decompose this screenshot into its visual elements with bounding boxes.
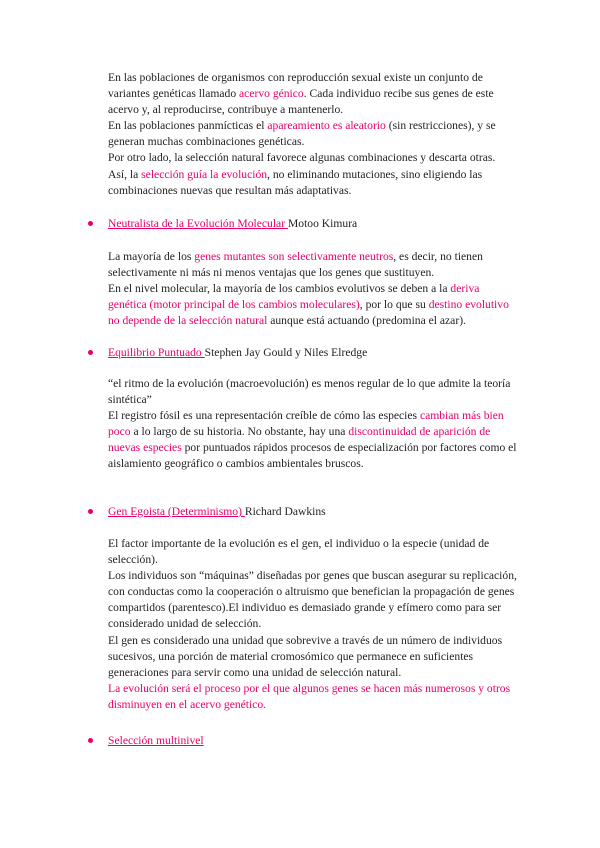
intro-section xyxy=(108,70,518,199)
gen-paragraph-2: Los individuos son “máquinas” diseñadas por genes que buscan asegurar su replicación, con conductas como la cooperación o altruismo que benefician la propagación de genes compartidos (parentesco).El individuo es demasiado grande y efímero como para ser considerado unidad de selección. xyxy=(108,569,517,631)
neutralista-paragraph-2 xyxy=(108,281,518,329)
neutralista-paragraph-1 xyxy=(108,249,518,281)
intro-text: En las poblaciones panmícticas el xyxy=(108,119,268,133)
intro-text: En las poblaciones de organismos con reproducción sexual existe un conjunto de variantes genéticas llamado xyxy=(108,71,483,101)
section-author: Stephen Jay Gould y Niles Elredge xyxy=(204,346,368,359)
section-title-link[interactable]: Equilibrio Puntuado xyxy=(108,346,205,359)
body-text: , por lo que su xyxy=(359,298,429,312)
body-text: por puntuados rápidos procesos de especialización por factores como el aislamiento geográfico o cambios ambientales bruscos. xyxy=(108,441,517,471)
intro-paragraph-1 xyxy=(108,70,518,118)
highlight-discontinuidad: discontinuidad de aparición de nuevas especies xyxy=(108,425,491,455)
section-author: Motoo Kimura xyxy=(287,217,358,230)
highlight-acervo: acervo génico xyxy=(239,87,304,101)
bullet-icon xyxy=(88,738,93,743)
highlight-destino: destino evolutivo no depende de la selección natural xyxy=(108,298,509,328)
section-title-link[interactable]: Gen Egoista (Determinismo) xyxy=(108,505,245,518)
gen-paragraph-4: La evolución será el proceso por el que algunos genes se hacen más numerosos y otros disminuyen en el acervo genético. xyxy=(108,681,511,711)
intro-paragraph-2 xyxy=(108,118,518,150)
intro-text: . Cada individuo recibe sus genes de este acervo y, al reproducirse, contribuye a mantenerlo. xyxy=(108,87,494,117)
highlight-deriva: deriva genética (motor principal de los cambios moleculares) xyxy=(108,282,480,312)
body-text: El registro fósil es una representación creíble de cómo las especies xyxy=(108,409,420,423)
section-title-link[interactable]: Selección multinivel xyxy=(108,734,204,747)
intro-paragraph-4 xyxy=(108,167,518,199)
intro-text: Así, la xyxy=(108,167,142,181)
intro-text: (sin restricciones), y se generan muchas combinaciones genéticas. xyxy=(108,119,496,149)
highlight-apareamiento: apareamiento es aleatorio xyxy=(267,119,386,133)
bullet-icon xyxy=(88,350,93,355)
body-text: En el nivel molecular, la mayoría de los cambios evolutivos se deben a la xyxy=(108,282,451,296)
bullet-icon xyxy=(88,221,93,226)
highlight-neutros: genes mutantes son selectivamente neutros xyxy=(194,250,394,263)
intro-paragraph-3: Por otro lado, la selección natural favorece algunas combinaciones y descarta otras. xyxy=(108,151,496,165)
gen-paragraph-3: El gen es considerado una unidad que sobrevive a través de un número de individuos sucesivos, una porción de material cromosómico que permanece en suficientes generaciones para servir como una unidad de selección natural. xyxy=(108,633,503,679)
highlight-seleccion: selección guía la evolución xyxy=(141,167,268,181)
section-author: Richard Dawkins xyxy=(244,505,326,518)
equilibrio-paragraph xyxy=(108,408,518,472)
neutralista-section xyxy=(108,249,518,329)
section-heading-neutralista xyxy=(108,216,518,232)
section-heading-multinivel xyxy=(108,733,518,749)
gen-paragraph-1: El factor importante de la evolución es el gen, el individuo o la especie (unidad de selección). xyxy=(108,537,490,567)
section-heading-gen-egoista xyxy=(108,504,518,520)
intro-text: , no eliminando mutaciones, sino eligiendo las combinaciones nuevas que resultan más adaptativas. xyxy=(108,167,483,197)
section-heading-equilibrio xyxy=(108,345,518,361)
body-text: La mayoría de los xyxy=(108,250,195,263)
highlight-cambian: cambian más bien poco xyxy=(108,409,504,439)
body-text: aunque está actuando (predomina el azar). xyxy=(267,314,466,328)
equilibrio-quote: “el ritmo de la evolución (macroevolución) es menos regular de lo que admite la teoría sintética” xyxy=(108,377,511,407)
body-text: , es decir, no tienen selectivamente ni más ni menos ventajas que los genes que sustituyen. xyxy=(108,250,483,280)
section-title-link[interactable]: Neutralista de la Evolución Molecular xyxy=(108,217,288,230)
gen-egoista-section xyxy=(108,536,518,713)
bullet-icon xyxy=(88,509,93,514)
body-text: a lo largo de su historia. No obstante, hay una xyxy=(130,425,349,439)
equilibrio-section xyxy=(108,376,518,473)
